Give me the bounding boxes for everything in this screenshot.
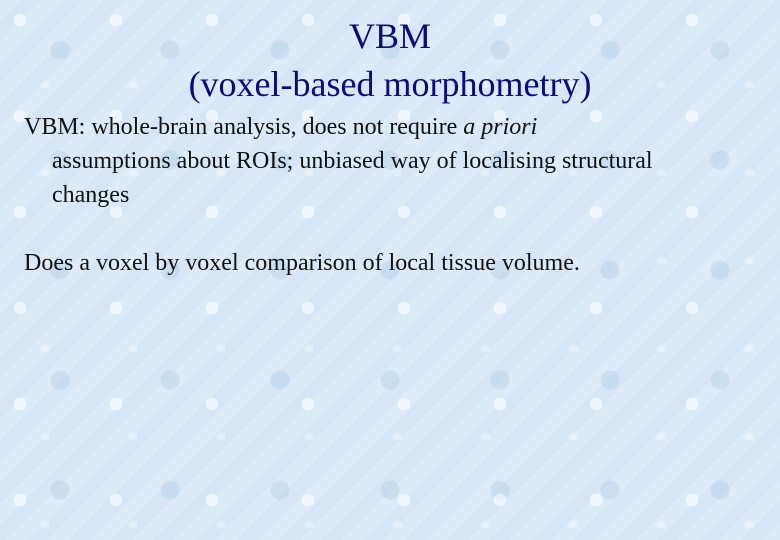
- title-line-1: VBM: [348, 16, 432, 56]
- paragraph-line-2: assumptions about ROIs; unbiased way of localising structural: [52, 148, 653, 174]
- paragraph-vbm-definition: [24, 110, 764, 212]
- paragraph-2-line-1: Does a voxel by voxel comparison of local tissue volume.: [24, 250, 580, 276]
- slide-title: [0, 12, 780, 108]
- slide-body: [24, 110, 764, 280]
- title-line-2: (voxel-based morphometry): [188, 64, 592, 104]
- paragraph-voxel-comparison: [24, 246, 764, 280]
- paragraph-line-1: [24, 110, 764, 144]
- paragraph-line-3: changes: [52, 182, 130, 208]
- a-priori-emphasis: a priori: [463, 114, 538, 140]
- line-1-text: VBM: whole-brain analysis, does not require: [24, 114, 464, 140]
